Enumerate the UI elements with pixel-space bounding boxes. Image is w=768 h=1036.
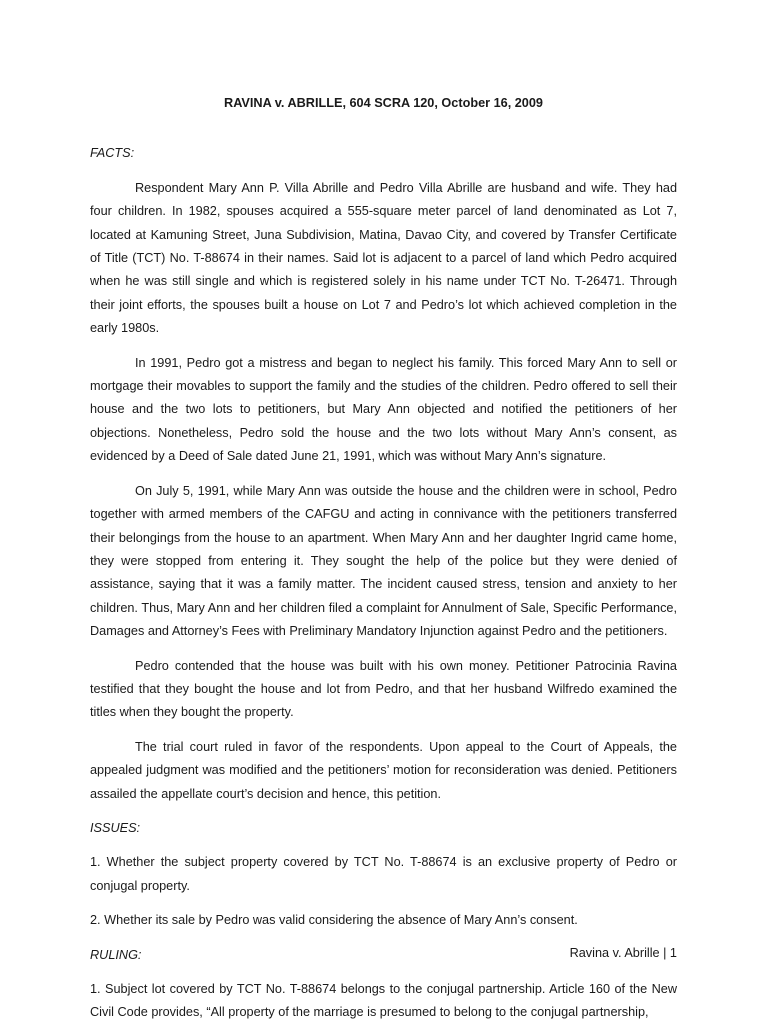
facts-paragraph: In 1991, Pedro got a mistress and began to neglect his family. This forced Mary Ann to sell or mortgage their movables to support the family and the studies of the children. Pedro offered to sell their house and the two lots to petitioners, but Mary Ann objected and notified the petitioners of her objections. Nonetheless, Pedro sold the house and the two lots without Mary Ann’s consent, as evidenced by a Deed of Sale dated June 21, 1991, which was without Mary Ann’s signature.: [90, 355, 677, 464]
document-body: [90, 92, 677, 1036]
facts-paragraph: The trial court ruled in favor of the respondents. Upon appeal to the Court of Appeals, the appealed judgment was modified and the petitioners’ motion for reconsideration was denied. Petitioners assailed the appellate court’s decision and hence, this petition.: [90, 739, 677, 801]
page-footer: Ravina v. Abrille | 1: [569, 946, 677, 960]
ruling-heading: RULING:: [90, 947, 142, 962]
issues-heading: ISSUES:: [90, 820, 141, 835]
issue-item: 2. Whether its sale by Pedro was valid considering the absence of Mary Ann’s consent.: [90, 913, 578, 928]
facts-paragraph: Respondent Mary Ann P. Villa Abrille and Pedro Villa Abrille are husband and wife. They had four children. In 1982, spouses acquired a 555-square meter parcel of land denominated as Lot 7, located at Kamuning Street, Juna Subdivision, Matina, Davao City, and covered by Transfer Certificate of Title (TCT) No. T-88674 in their names. Said lot is adjacent to a parcel of land which Pedro acquired when he was still single and which is registered solely in his name under TCT No. T-26471. Through their joint efforts, the spouses built a house on Lot 7 and Pedro’s lot which achieved completion in the early 1980s.: [90, 180, 677, 336]
facts-paragraph: Pedro contended that the house was built with his own money. Petitioner Patrocinia Ravina testified that they bought the house and lot from Pedro, and that her husband Wilfredo examined the titles when they bought the property.: [90, 658, 677, 720]
issue-item: 1. Whether the subject property covered by TCT No. T-88674 is an exclusive property of Pedro or conjugal property.: [90, 855, 677, 893]
case-title: RAVINA v. ABRILLE, 604 SCRA 120, October 16, 2009: [224, 96, 543, 110]
facts-heading: FACTS:: [90, 146, 135, 161]
facts-paragraph: On July 5, 1991, while Mary Ann was outside the house and the children were in school, Pedro together with armed members of the CAFGU and acting in connivance with the petitioners transferred their belongings from the house to an apartment. When Mary Ann and her daughter Ingrid came home, they were stopped from entering it. They sought the help of the police but they were denied of assistance, saying that it was a family matter. The incident caused stress, tension and anxiety to her children. Thus, Mary Ann and her children filed a complaint for Annulment of Sale, Specific Performance, Damages and Attorney’s Fees with Preliminary Mandatory Injunction against Pedro and the petitioners.: [90, 483, 677, 639]
ruling-paragraph: 1. Subject lot covered by TCT No. T-88674 belongs to the conjugal partnership. Article 160 of the New Civil Code provides, “All property of the marriage is presumed to belong to the conjugal partnership,: [90, 982, 677, 1020]
